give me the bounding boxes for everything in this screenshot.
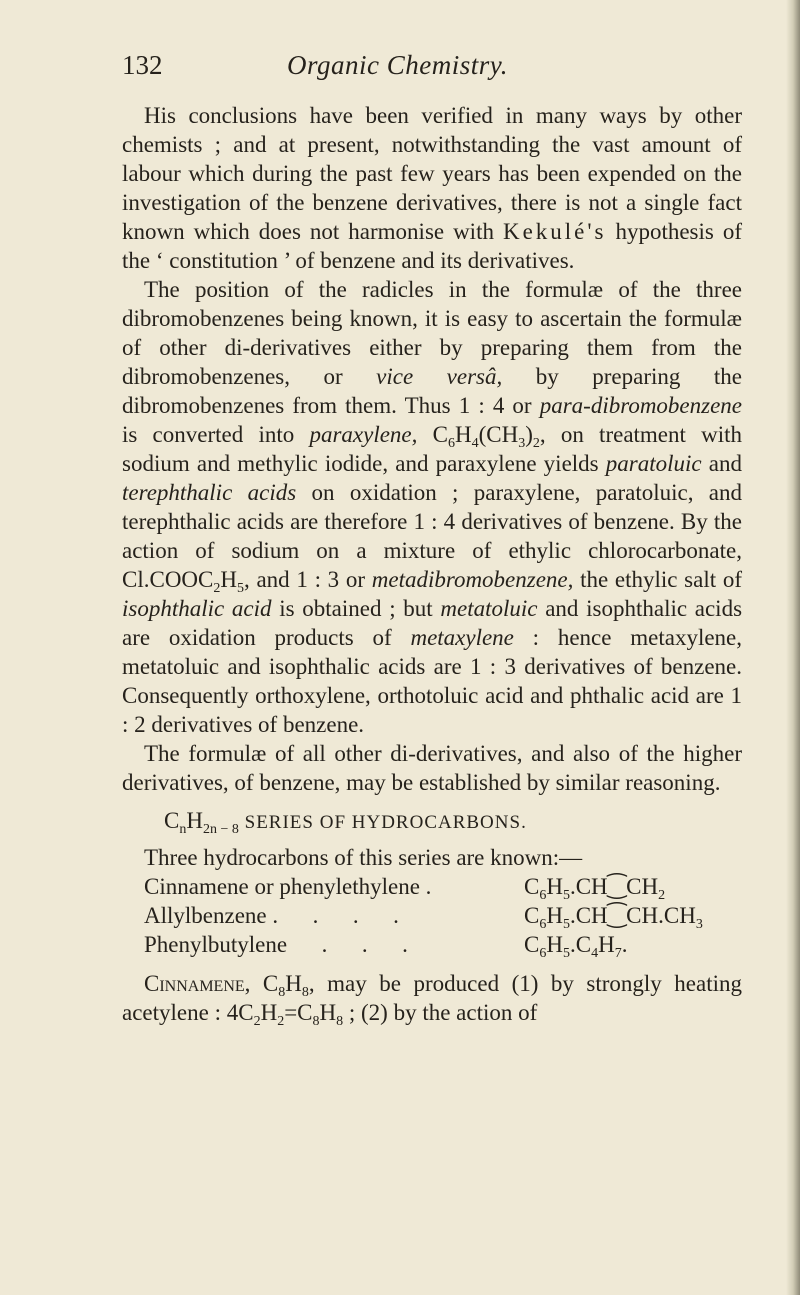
hydrocarbon-list xyxy=(122,872,742,959)
cinnamene-label: Cinnamene, xyxy=(144,971,251,996)
list-item: Cinnamene or phenylethylene . $C_6H_5.CH⁐CH_2$ xyxy=(122,872,742,901)
paragraph-conclusions: His conclusions have been verified in many ways by other chemists ; and at present, notwithstanding the vast amount of labour which during the past few years has been expended on the investigation of the benzene derivatives, there is not a single fact known which does not harmonise with Kekulé's hypothesis of the ‘ constitution ’ of benzene and its derivatives. xyxy=(122,103,742,273)
running-header xyxy=(122,50,740,90)
page-number: 132 xyxy=(122,50,163,80)
section-heading: $C_nH_{2n - 8}$ SERIES OF HYDROCARBONS. xyxy=(164,808,527,837)
hydrocarbon-formula: $C_6H_5.CH⁐CH_2$ xyxy=(524,874,666,903)
paragraph-intro: Three hydrocarbons of this series are known:— xyxy=(144,845,583,870)
page-edge-shadow xyxy=(786,0,800,1295)
list-item: Allylbenzene . . . . $C_6H_5.CH⁐CH.CH_3$ xyxy=(122,901,742,930)
series-formula: $C_nH_{2n - 8}$ xyxy=(164,808,239,837)
running-title: Organic Chemistry. xyxy=(287,50,508,80)
paragraph-radicles: The position of the radicles in the formulæ of the three dibromobenzenes being known, it is easy to ascertain the formulæ of other di-derivatives either by preparing them from the dibromobenzenes, or vice versâ, by preparing the dibromobenzenes from them. Thus 1 : 4 or para-dibromobenzene is converted into paraxylene, $C_6H_4(CH_3)_2$, on treatment with sodium and methylic iodide, and paraxylene yields paratoluic and terephthalic acids on oxidation ; paraxylene, paratoluic, and terephthalic acids are therefore 1 : 4 derivatives of benzene. By the action of sodium on a mixture of ethylic chlorocarbonate, $Cl.COOC_2H_5$, and 1 : 3 or metadibromobenzene, the ethylic salt of isophthalic acid is obtained ; but metatoluic and isophthalic acids are oxidation products of metaxylene : hence metaxylene, metatoluic and isophthalic acids are 1 : 3 derivatives of benzene. Consequently orthoxylene, orthotoluic acid and phthalic acid are 1 : 2 derivatives of benzene. xyxy=(122,277,743,737)
hydrocarbon-formula: $C_6H_5.CH⁐CH.CH_3$ xyxy=(524,903,703,932)
body-text xyxy=(122,101,742,1027)
kekule-name: Kekulé's xyxy=(502,219,607,244)
hydrocarbon-formula: $C_6H_5.C_4H_7$. xyxy=(524,932,628,961)
paragraph-cinnamene: Cinnamene, $C_8H_8$, may be produced (1) by strongly heating acetylene : $4C_2H_2=C_8H_8$ ; (2) by the action of xyxy=(122,971,743,1029)
list-item: Phenylbutylene . . . $C_6H_5.C_4H_7$. xyxy=(122,930,742,959)
paragraph-formulae: The formulæ of all other di-derivatives, and also of the higher derivatives, of benzene, may be established by similar reasoning. xyxy=(122,741,742,795)
